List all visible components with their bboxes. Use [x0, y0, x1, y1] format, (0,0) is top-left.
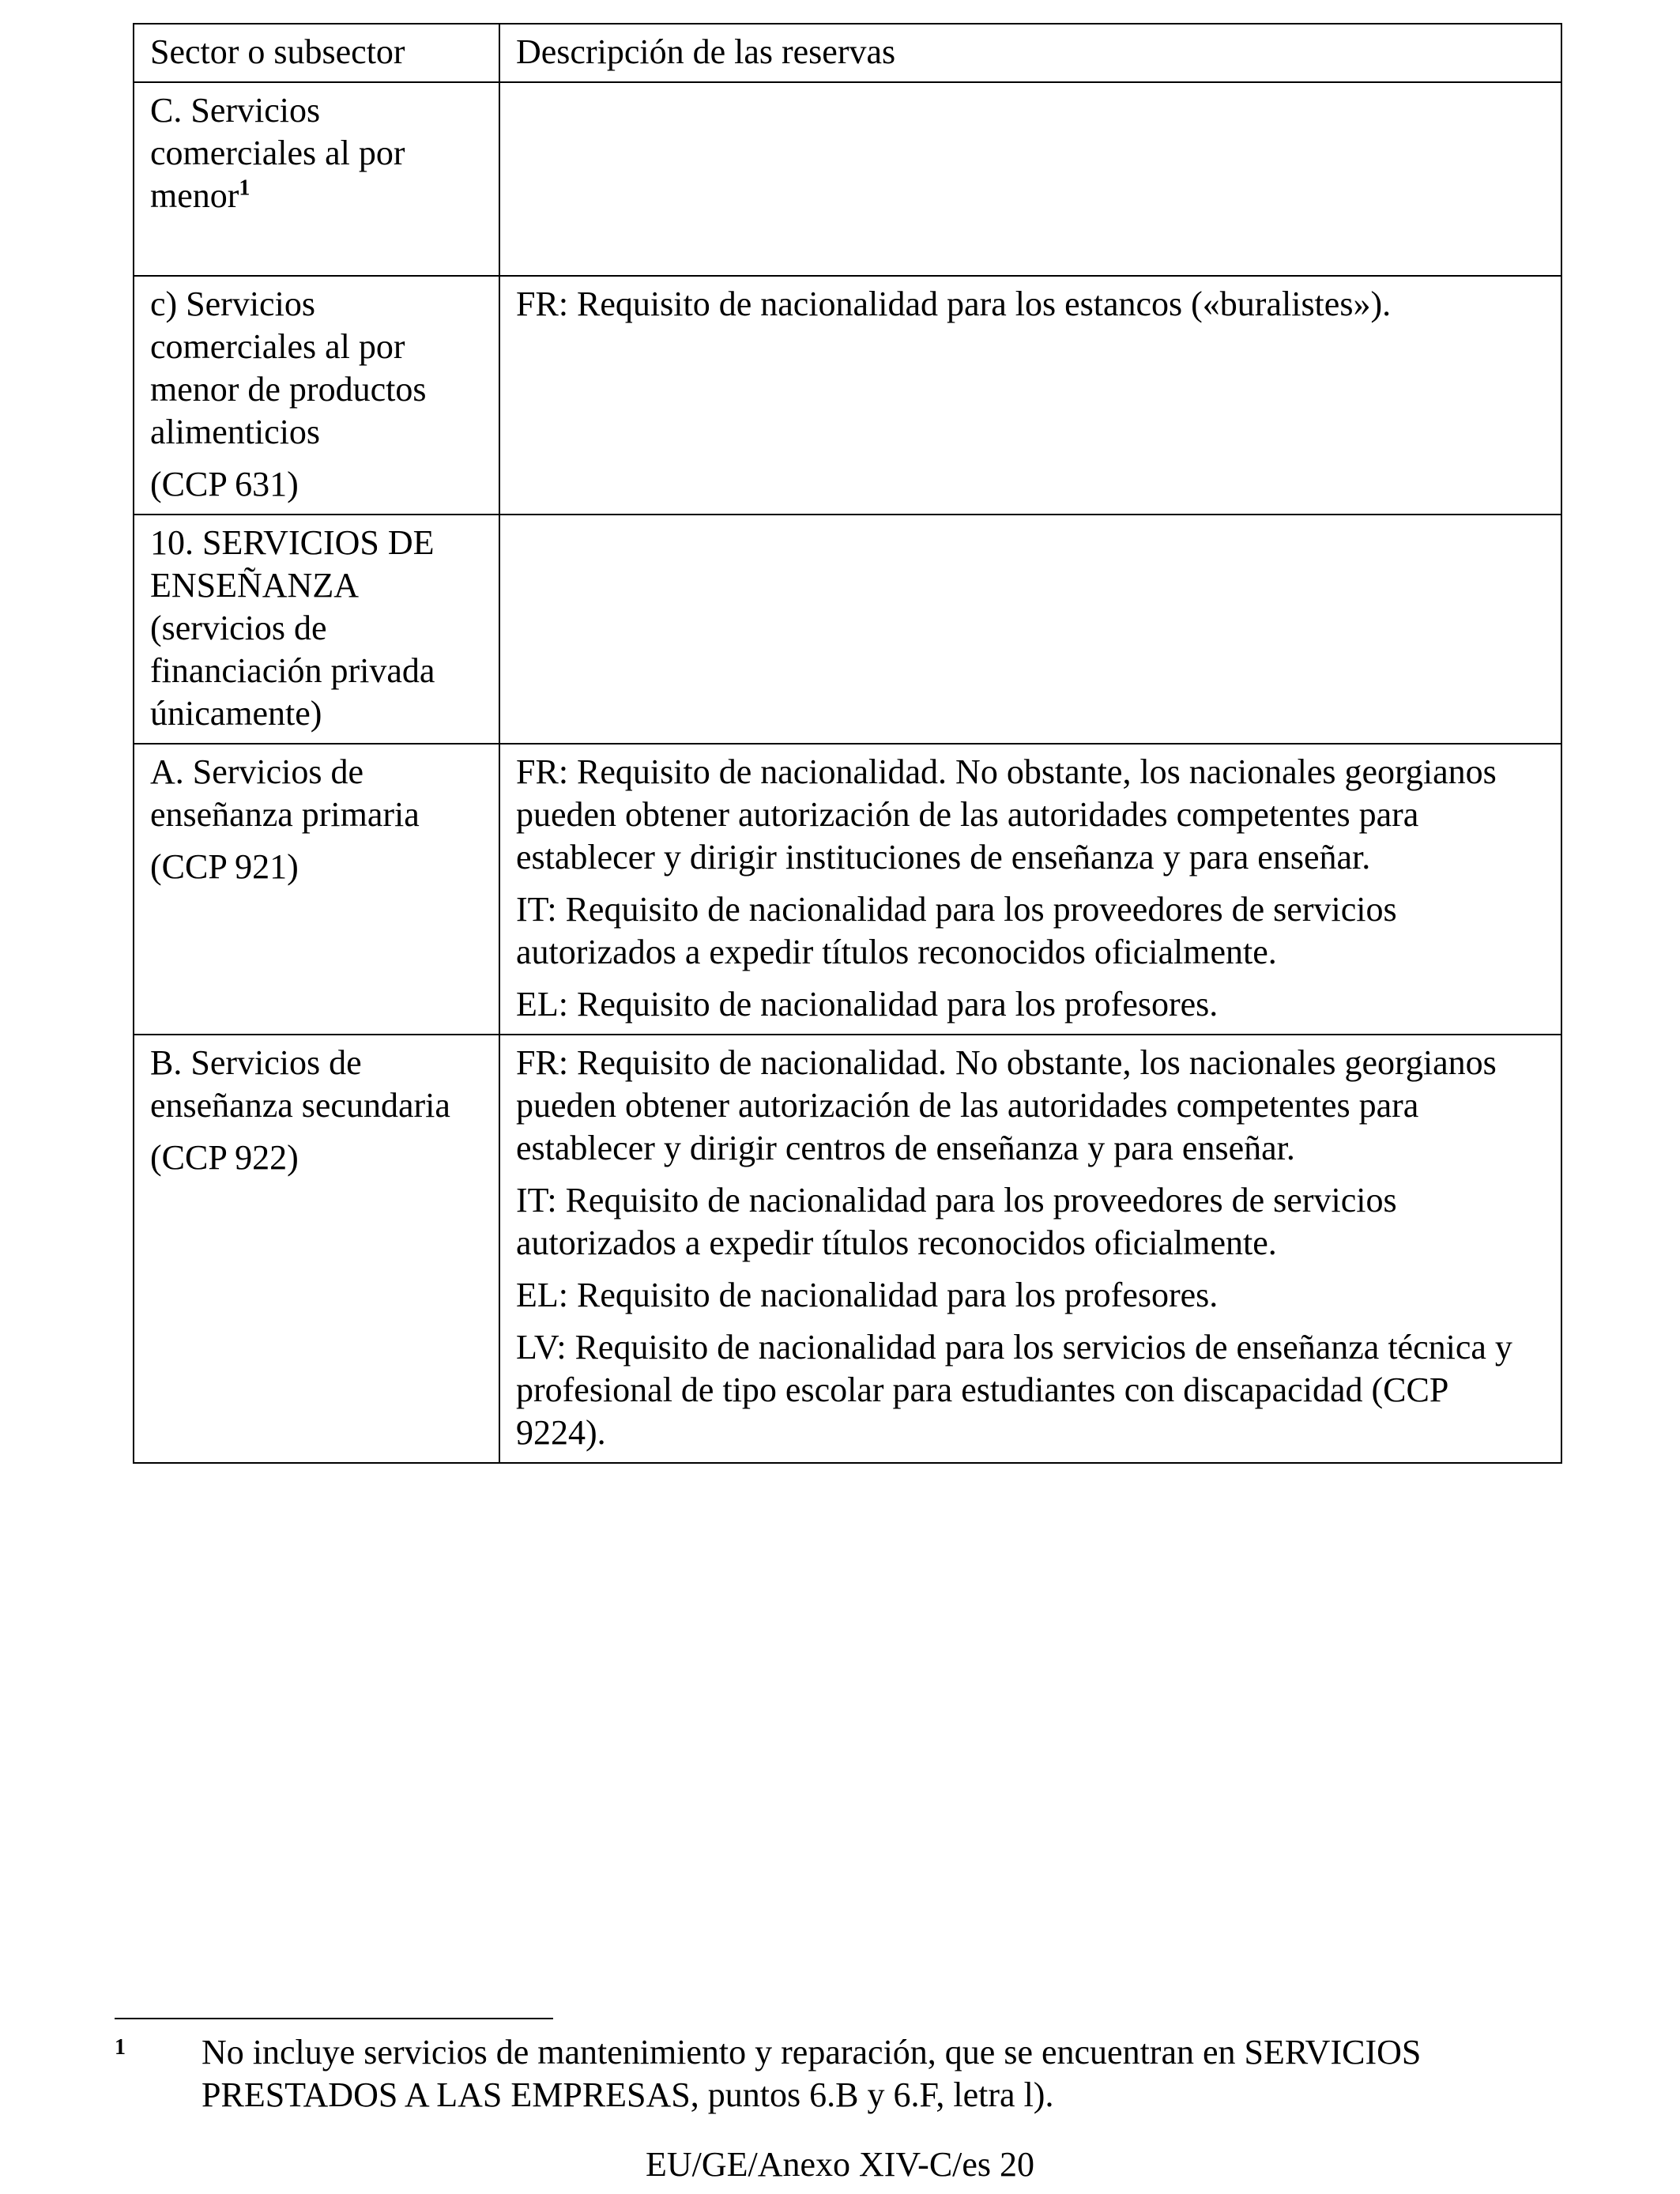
sector-line: c) Servicios comerciales al por menor de productos alimenticios [150, 285, 427, 451]
description-paragraph: FR: Requisito de nacionalidad para los estancos («buralistes»). [516, 285, 1392, 323]
footnote-separator [115, 2018, 553, 2019]
table-row [134, 744, 1561, 1035]
description-paragraph: LV: Requisito de nacionalidad para los servicios de enseñanza técnica y profesional de tipo escolar para estudiantes con discapacidad (CCP 9224). [516, 1328, 1512, 1452]
description-cell [499, 82, 1561, 276]
sector-code: (CCP 921) [150, 847, 299, 886]
sector-line: A. Servicios de enseñanza primaria [150, 752, 420, 834]
header-description [499, 24, 1561, 82]
footnote-mark: 1 [115, 2035, 126, 2060]
description-cell [499, 744, 1561, 1035]
page-footer: EU/GE/Anexo XIV-C/es 20 [645, 2145, 1035, 2184]
description-cell [499, 1035, 1561, 1463]
description-paragraph: EL: Requisito de nacionalidad para los profesores. [516, 985, 1219, 1023]
sector-cell [134, 744, 499, 1035]
footnote-ref: 1 [239, 175, 250, 201]
sector-text [150, 89, 483, 217]
sector-line: 10. SERVICIOS DE ENSEÑANZA (servicios de financiación privada únicamente) [150, 523, 435, 733]
table-row [134, 276, 1561, 515]
sector-cell [134, 515, 499, 744]
header-sector [134, 24, 499, 82]
sector-code: (CCP 922) [150, 1138, 299, 1177]
sector-cell [134, 82, 499, 276]
description-cell [499, 515, 1561, 744]
table-row [134, 515, 1561, 744]
header-sector-label: Sector o subsector [150, 32, 405, 71]
table-header-row [134, 24, 1561, 82]
description-paragraph: IT: Requisito de nacionalidad para los proveedores de servicios autorizados a expedir títulos reconocidos oficialmente. [516, 1181, 1397, 1262]
sector-cell [134, 276, 499, 515]
description-paragraph: FR: Requisito de nacionalidad. No obstante, los nacionales georgianos pueden obtener autorización de las autoridades competentes para establecer y dirigir centros de enseñanza y para enseñar. [516, 1043, 1497, 1167]
description-paragraph: EL: Requisito de nacionalidad para los profesores. [516, 1276, 1219, 1314]
sector-code: (CCP 631) [150, 465, 299, 503]
reserves-table [133, 23, 1562, 1464]
table-row [134, 82, 1561, 276]
footnote-text: No incluye servicios de mantenimiento y reparación, que se encuentran en SERVICIOS PRESTADOS A LAS EMPRESAS, puntos 6.B y 6.F, letra l). [202, 2033, 1422, 2114]
sector-cell [134, 1035, 499, 1463]
sector-line: C. Servicios comerciales al por menor [150, 91, 405, 215]
description-paragraph: IT: Requisito de nacionalidad para los proveedores de servicios autorizados a expedir títulos reconocidos oficialmente. [516, 890, 1397, 971]
description-paragraph: FR: Requisito de nacionalidad. No obstante, los nacionales georgianos pueden obtener autorización de las autoridades competentes para establecer y dirigir instituciones de enseñanza y para enseñar. [516, 752, 1497, 876]
sector-line: B. Servicios de enseñanza secundaria [150, 1043, 450, 1125]
header-description-label: Descripción de las reservas [516, 32, 896, 71]
table-row [134, 1035, 1561, 1463]
description-cell [499, 276, 1561, 515]
